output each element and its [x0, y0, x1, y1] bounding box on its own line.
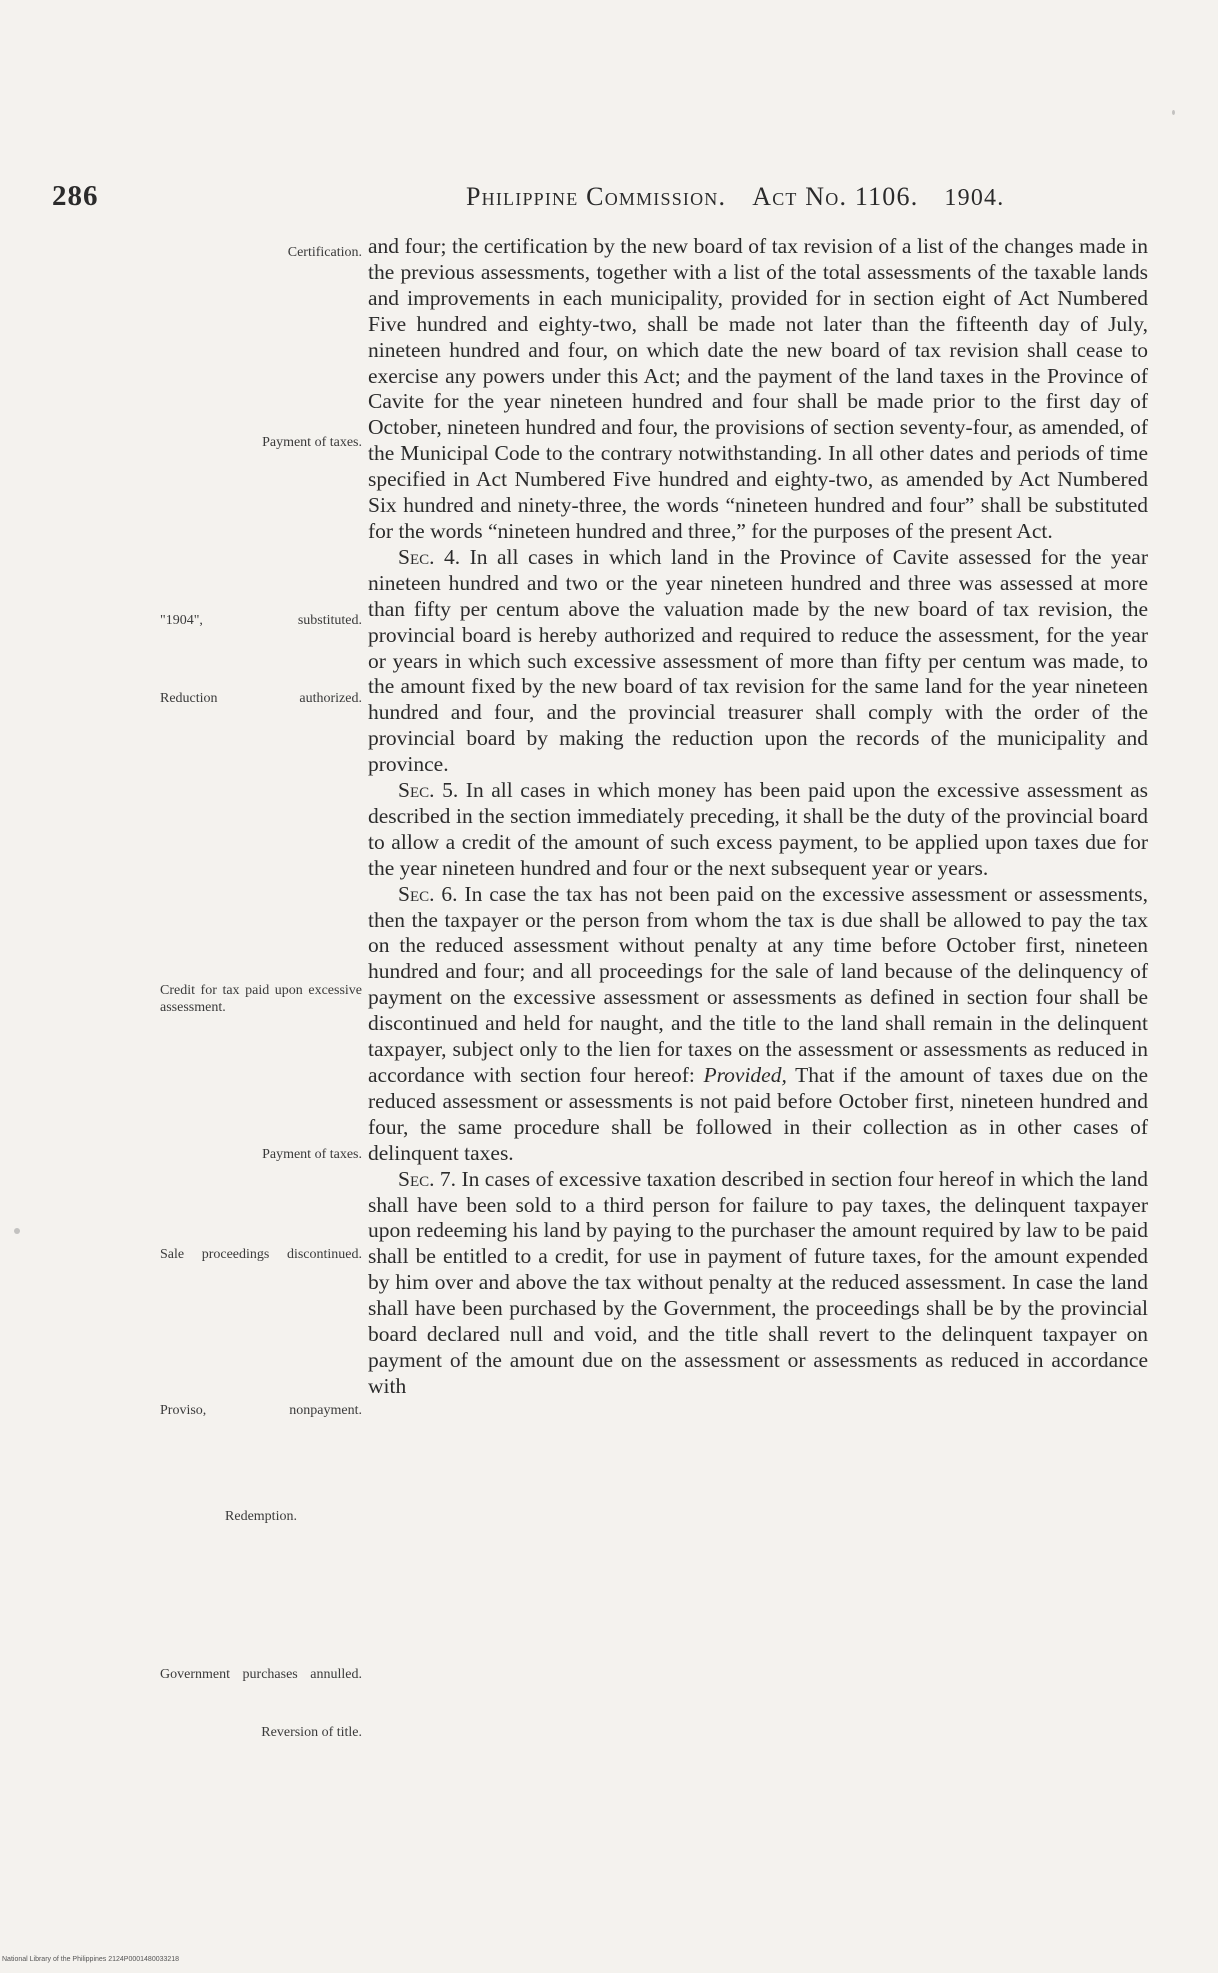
margin-note-proviso: Proviso, nonpayment. — [160, 1403, 362, 1418]
margin-note-redemption: Redemption. — [225, 1509, 297, 1524]
section-6-text: In case the tax has not been paid on the excessive assessment or assessments, then the taxpayer or the person from whom the tax is due shall be allowed to pay the tax on the reduced assessment without penalty at any time before October first, nineteen hundred and four; and all proceedings for the sale of land because of the delinquency of payment on the excessive assessment or assessments as defined in section four shall be discontinued and held for naught, and the title to the land shall remain in the delinquent taxpayer, subject only to the lien for taxes on the assessment or assessments as reduced in accordance with section four hereof: — [368, 881, 1148, 1087]
running-head — [466, 182, 1004, 212]
section-7-text: In cases of excessive taxation described in section four hereof in which the land shall have been sold to a third person for failure to pay taxes, the delinquent taxpayer upon redeeming his land by paying to the purchaser the amount required by law to be paid shall be entitled to a credit, for use in payment of future taxes, for the amount expended by him over and above the tax without penalty at the reduced assessment. In case the land shall have been purchased by the Government, the proceedings shall be by the provincial board declared null and void, and the title shall revert to the delinquent taxpayer on payment of the amount due on the assessment or assessments as reduced in accordance with — [368, 1166, 1149, 1398]
section-5-label: Sec. 5. — [398, 778, 459, 803]
section-7 — [368, 1167, 1148, 1400]
margin-note-government-purchases: Government purchases annulled. — [160, 1667, 362, 1682]
margin-note-sale-proceedings: Sale proceedings discontinued. — [160, 1247, 362, 1262]
margin-note-payment-of-taxes-2: Payment of taxes. — [262, 1147, 362, 1162]
section-5-text: In all cases in which money has been paid upon the excessive assessment as described in the section immediately preceding, it shall be the duty of the provincial board to allow a credit of the amount of such excess payment, to be applied upon taxes due for the year nineteen hundred and four or the next subsequent year or years. — [368, 778, 1149, 880]
margin-note-credit-for-tax: Credit for tax paid upon excessive assessment. — [160, 983, 362, 1015]
section-6 — [368, 882, 1148, 1167]
paragraph-continuation: and four; the certification by the new board of tax revision of a list of the changes made in the previous assessments, together with a list of the total assessments of the taxable lands and improvements in each municipality, provided for in section eight of Act Numbered Five hundred and eighty-two, shall be made not later than the fifteenth day of July, nineteen hundred and four, on which date the new board of tax revision shall cease to exercise any powers under this Act; and the payment of the land taxes in the Province of Cavite for the year nineteen hundred and four shall be made prior to the first day of October, nineteen hundred and four, the provisions of section seventy-four, as amended, of the Municipal Code to the contrary notwithstanding. In all other dates and periods of time specified in Act Numbered Five hundred and eighty-two, as amended by Act Numbered Six hundred and ninety-three, the words “nineteen hundred and four” shall be substituted for the words “nineteen hundred and three,” for the purposes of the present Act. — [368, 234, 1148, 543]
margin-note-certification: Certification. — [287, 245, 362, 260]
running-head-act: Act No. 1106. — [752, 182, 919, 211]
margin-note-reversion-of-title: Reversion of title. — [261, 1725, 362, 1740]
scan-speck — [1172, 110, 1175, 115]
margin-note-reduction-authorized: Reduction authorized. — [160, 691, 362, 706]
margin-note-1904-substituted: "1904", substituted. — [160, 613, 362, 628]
running-head-title: Philippine Commission. — [466, 182, 727, 211]
page-number: 286 — [52, 180, 99, 212]
section-6-text-2: That if the amount of taxes due on the reduced assessment or assessments is not paid before October first, nineteen hundred and four, the same procedure shall be followed in their collection as in other cases of delinquent taxes. — [368, 1063, 1148, 1165]
section-6-provided: Provided, — [703, 1063, 787, 1087]
section-4-text: In all cases in which land in the Province of Cavite assessed for the year nineteen hundred and two or the year nineteen hundred and three was assessed at more than fifty per centum above the valuation made by the new board of tax revision, the provincial board is hereby authorized and required to reduce the assessment, for the year or years in which such excessive assessment of more than fifty per centum was made, to the amount fixed by the new board of tax revision for the same land for the year nineteen hundred and four, and the provincial treasurer shall comply with the order of the provincial board by making the reduction upon the records of the municipality and province. — [368, 544, 1149, 777]
section-4-label: Sec. 4. — [398, 544, 461, 569]
section-5 — [368, 778, 1148, 882]
section-7-label: Sec. 7. — [398, 1166, 457, 1191]
section-4 — [368, 545, 1148, 778]
scan-speck — [14, 1228, 20, 1234]
running-head-year: 1904. — [944, 185, 1005, 211]
scan-footer: National Library of the Philippines 2124P0001480033218 — [2, 1956, 180, 1963]
section-6-label: Sec. 6. — [398, 881, 458, 906]
margin-note-payment-of-taxes: Payment of taxes. — [262, 435, 362, 450]
body-text — [368, 234, 1148, 1400]
